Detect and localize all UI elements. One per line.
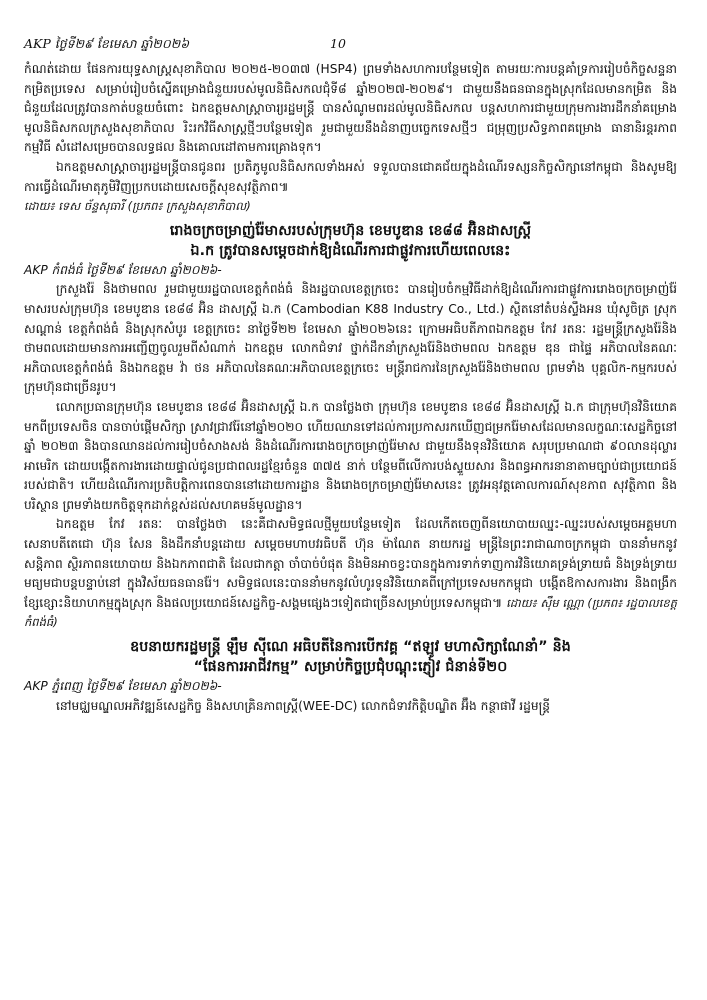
paragraph-text: ឯកឧត្តម កែវ រតនៈ បានថ្លែងថា នេះគឺជាសមិទ្ធផលថ្មីមួយបន្ថែមទៀត ដែលកើតចេញពីនយោបាយឈ្នះ-ឈ្នះរបស់សម្តេចអគ្គមហា សេនាបតីតេជោ ហ៊ុន សែន និងដឹកនាំបន្តដោយ សម្តេចមហាបវរធិបតី ហ៊ុន ម៉ាណែត នាយករដ្ឋ មន្ត្រីនៃព្រះរាជាណាចក្រកម្ពុជា បាននាំមកនូវសន្តិភាព ស្ថិរភាពនយោបាយ និងឯកភាពជាតិ ដែលជាកត្តា ចាំបាច់បំផុត និងមិនអាចខ្វះបានក្នុងការទាក់ទាញការវិនិយោគទ្រង់ទ្រាយធំ និងទ្រង់ទ្រាយមធ្យមជាបន្តបន្ទាប់នៅ ក្នុងវិស័យធនធានរ៉ែ។ សមិទ្ធផលនេះបាននាំមកនូវលំហូរទុនវិនិយោគពីក្រៅប្រទេសមកកម្ពុជា បង្កើតឱកាសការងារ និងពង្រឹកខ្សែខ្សោះនិយាហកម្មក្នុងស្រុក និងផលប្រយោជន៍សេដ្ឋកិច្ច-សង្គមផ្សេងៗទៀតជាច្រើនសម្រាប់ប្រទេសកម្ពុជា៕ xyxy=(24,517,677,610)
article-dateline: AKP កំពង់ធំ ថ្ងៃទី២៩ ខែមេសា ឆ្នាំ២០២៦- xyxy=(24,262,222,277)
running-header xyxy=(24,36,677,54)
headline-line: ឧបនាយករដ្ឋមន្ត្រី ឡឹម ស៊ីណេ អធិបតីនៃការបើកវគ្គ “ឥឡូវ មហាសិក្សាណែនាំ” និង xyxy=(130,639,571,656)
article-gold-refinery xyxy=(24,221,677,633)
paragraph: កំណត់ដោយ ផែនការយុទ្ធសាស្ត្រសុខាភិបាល ២០២៥-២០៣៧ (HSP4) ព្រមទាំងសហការបន្ថែមទៀត តាមរយៈការបន្តគាំទ្រការរៀបចំកិច្ចសន្ទនាកម្រិតប្រទេស សម្រាប់រៀបចំស្នើគម្រោងជំនួយរបស់មូលនិធិសកលជុំទី៨ ឆ្នាំ២០២៧-២០២៩។ ជាមួយនឹងធនធានក្នុងស្រុកដែលមានកម្រិត និងជំនួយដែលត្រូវបានកាត់បន្ថយចំពោះ ឯកឧត្តមសាស្ត្រាចារ្យរដ្ឋមន្ត្រី បានសំណូមពរដល់មូលនិធិសកល បន្តសហការជាមួយក្រុមការងារដឹកនាំគម្រោងមូលនិធិសកលក្រសួងសុខាភិបាល រិះរកវិធីសាស្ត្រថ្មីៗបន្ថែមទៀត រួមជាមួយនឹងដំនាញបច្ចេកទេសថ្មីៗ ជម្រុញប្រសិទ្ធភាពគម្រោង ធានានិរន្តរភាពកម្មវិធី សំដៅសម្រេចបានលទ្ធផល និងគោលដៅតាមការគ្រោងទុក។ xyxy=(24,62,677,155)
headline-line: “ផែនការអាជីវកម្ម” សម្រាប់កិច្ចប្រជុំបណ្តុះភ្ញៀវ ជំនាន់ទី២០ xyxy=(193,659,508,676)
article-headline xyxy=(24,637,677,677)
paragraph: លោកប្រធានក្រុមហ៊ុន ខេមបូឌាន ខេ៨៨ អ៊ិនដាសស្ត្រី ឯ.ក បានថ្លែងថា ក្រុមហ៊ុន ខេមបូឌាន ខេ៨៨ អ៊ិនដាសស្ត្រី ឯ.ក ជាក្រុមហ៊ុនវិនិយោគមកពីប្រទេសចិន បានចាប់ផ្តើមសិក្សា ស្រាវជ្រាវរ៉ែនៅឆ្នាំ២០២០ ហើយឈានទៅដល់ការប្រកាសរកឃើញជម្រករ៉ែមាសដែលមានលក្ខណៈសេដ្ឋកិច្ចនៅឆ្នាំ ២០២៣ និងបានឈានដល់ការរៀបចំសាងសង់ និងដំណើរការរោងចក្រចម្រាញ់រ៉ែមាស ជាមួយនឹងទុនវិនិយោគ សរុបប្រមាណជា ៩០លានដុល្លារអាមេរិក ដោយបង្កើតការងារដោយផ្ទាល់ជូនប្រជាពលរដ្ឋខ្មែរចំនួន ៣៧៥ នាក់ បន្ថែមពីលើការបង់ស្ទួយសារ និងពន្ធអាករនានាតាមច្បាប់ជាប្រយោជន៍របស់ជាតិ។ ហើយដំណើរការប្រតិបត្តិការពេនបាននៅដោយការដ្ឋាន និងរោងចក្រចម្រាញ់រ៉ែមាសនេះ ត្រូវអនុវត្តគោលការណ៍សុខភាព សុវត្ថិភាព និងបរិស្ថាន ព្រមទាំងយកចិត្តទុកដាក់ខ្ពស់ដល់សហគមន៍មូលដ្ឋាន។ xyxy=(24,399,677,512)
article-business-course xyxy=(24,637,677,716)
header-date: AKP ថ្ងៃទី២៩ ខែមេសា ឆ្នាំ២០២៦ xyxy=(24,36,190,51)
paragraph: នៅមជ្ឈមណ្ឌលអភិវឌ្ឍន៍សេដ្ឋកិច្ច និងសហគ្រិនភាពស្ត្រី(WEE-DC) លោកជំទាវកិត្តិបណ្ឌិត អ៊ឹង កន្ថាផាវី រដ្ឋមន្ត្រី xyxy=(56,698,550,713)
article-health-continuation xyxy=(24,60,677,217)
headline-line: ឯ.ក ត្រូវបានសម្តេចដាក់ឱ្យដំណើរការជាផ្លូវការហើយពេលនេះ xyxy=(190,242,511,259)
paragraph xyxy=(24,515,677,633)
headline-line: រោងចក្រចម្រាញ់រ៉ែមាសរបស់ក្រុមហ៊ុន ខេមបូឌាន ខេ៨៨ អ៊ិនដាសស្ត្រី xyxy=(169,222,532,239)
paragraph: ឯកឧត្តមសាស្ត្រាចារ្យរដ្ឋមន្ត្រីបានជូនពរ ប្រតិភូមូលនិធិសកលទាំងអស់ ទទួលបានជោគជ័យក្នុងដំណើរទស្សនកិច្ចសិក្សានៅកម្ពុជា និងសូមឱ្យការធ្វើដំណើរមាតុភូមិវិញប្រកបដោយសេចក្តីសុខសុវត្ថិភាព៕ xyxy=(24,159,677,194)
article-byline: ដោយ៖ ស៊ឹម ណ្ណោ (ប្រភព៖ រដ្ឋបាលខេត្តកំពង់ធំ) xyxy=(24,595,677,630)
article-byline: ដោយ៖ ទេស ច័ន្ទសុធារី (ប្រភព៖ ក្រសួងសុខាភិបាល) xyxy=(24,199,251,214)
article-dateline: AKP ភ្នំពេញ ថ្ងៃទី២៩ ខែមេសា ឆ្នាំ២០២៦- xyxy=(24,679,222,694)
paragraph: ក្រសួងរ៉ែ និងថាមពល រួមជាមួយរដ្ឋបាលខេត្តកំពង់ធំ និងរដ្ឋបាលខេត្តក្រចេះ បានរៀបចំកម្មវិធីដាក់ឱ្យដំណើរការជាផ្លូវការរោងចក្រចម្រាញ់រ៉ែមាសរបស់ក្រុមហ៊ុន ខេមបូឌាន ខេ៨៨ អ៊ិន ដាសស្ត្រី ឯ.ក (Cambodian K88 Industry Co., Ltd.) ស្ថិតនៅតំបន់ស្ទឹងអន ឃុំសូចិត្រ ស្រុកសណ្តាន់ ខេត្តកំពង់ធំ និងស្រុកសំបូរ ខេត្តក្រចេះ នាថ្ងៃទី២២ ខែមេសា ឆ្នាំ២០២៦នេះ ក្រោមអធិបតីភាពឯកឧត្តម កែវ រតនៈ រដ្ឋមន្ត្រីក្រសួងរ៉ែនិងថាមពលដោយមានការអញ្ជើញចូលរួមពីសំណាក់ ឯកឧត្តម លោកជំទាវ ថ្នាក់ដឹកនាំក្រសួងរ៉ែនិងថាមពល ឯកឧត្តម ឌុន ជាផ្ទៃ អភិបាលនៃគណៈអភិបាលខេត្តកំពង់ធំ និងឯកឧត្តម វ៉ា ថន អភិបាលនៃគណៈអភិបាលខេត្តក្រចេះ មន្ត្រីរាជការនៃក្រសួងរ៉ែនិងថាមពល ព្រមទាំង បុគ្គលិក-កម្មករបស់ក្រុមហ៊ុនជាច្រើនរូប។ xyxy=(24,282,677,395)
document-body xyxy=(24,60,677,716)
article-headline xyxy=(24,221,677,261)
page-number: 10 xyxy=(330,36,346,51)
